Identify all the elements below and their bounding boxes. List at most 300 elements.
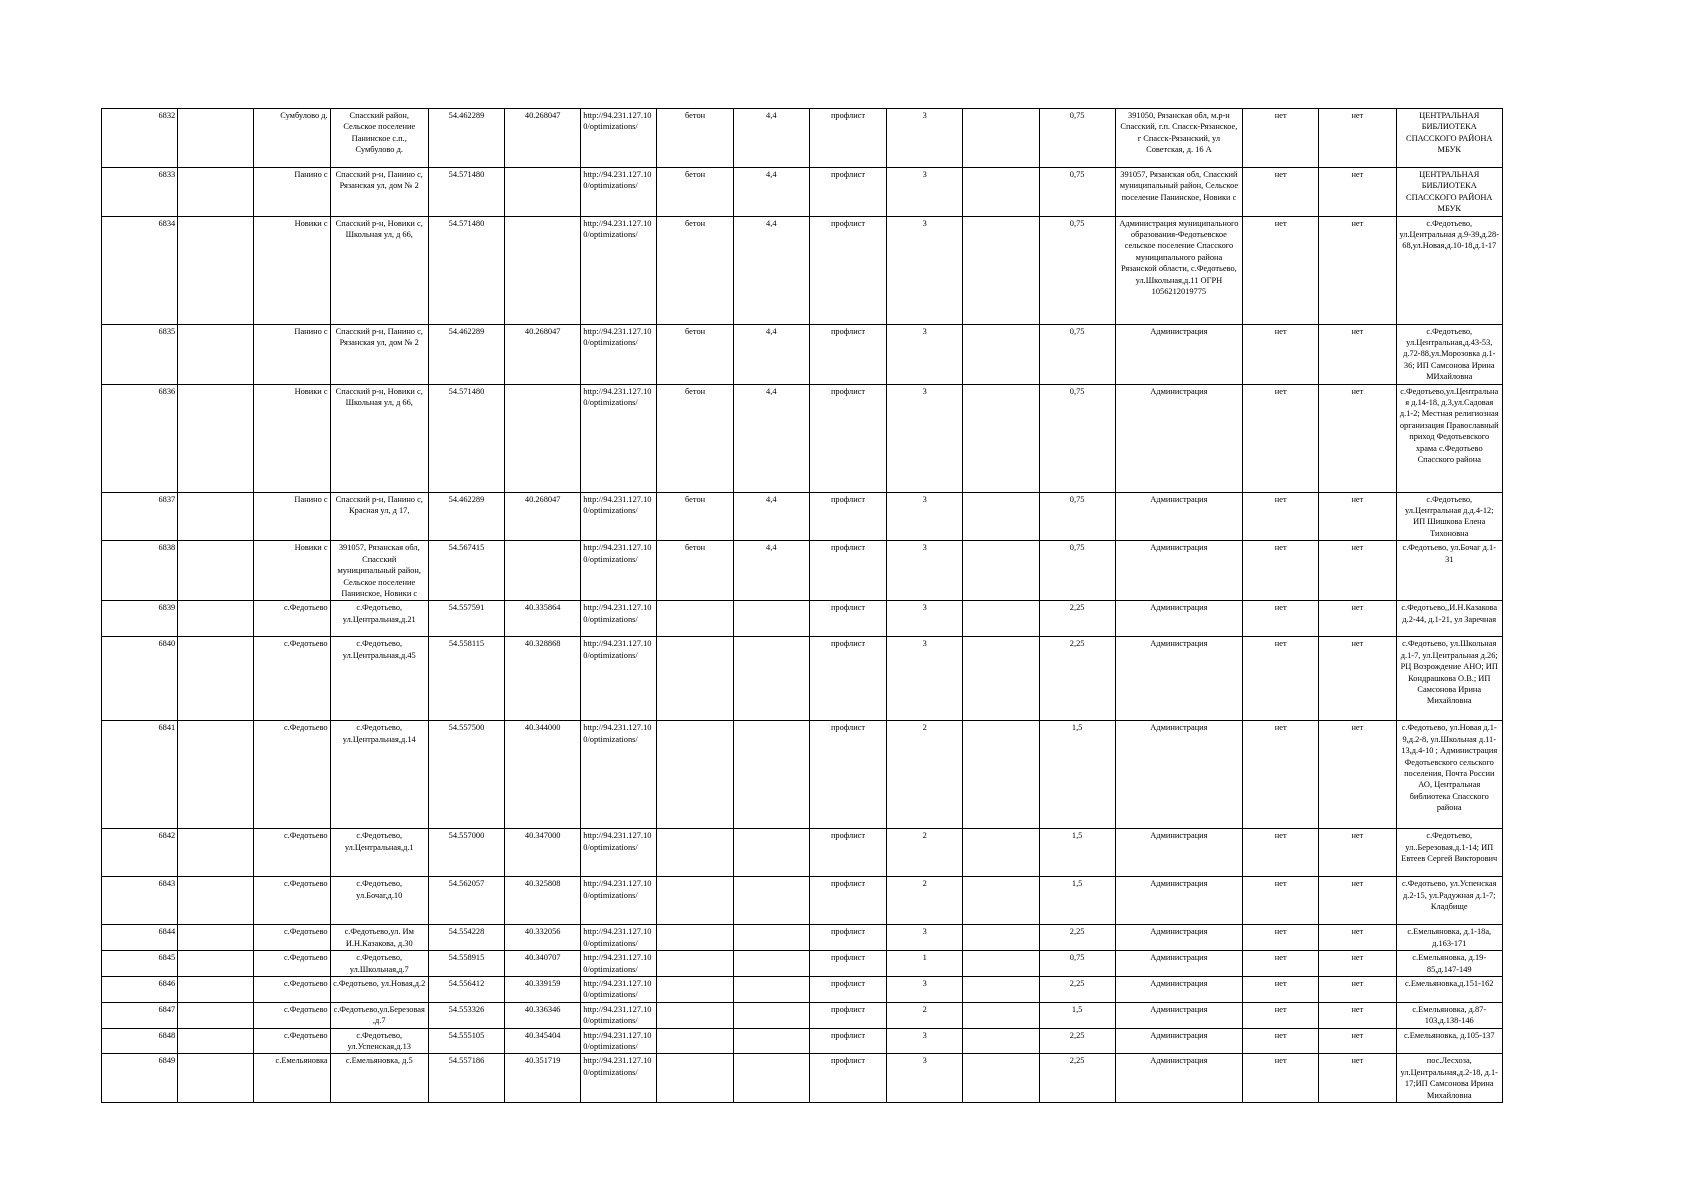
cell-blank [178, 877, 254, 925]
longitude [505, 541, 581, 601]
waste-sources: с.Емельяновка, д.105-137 [1396, 1028, 1503, 1054]
waste-sources: с.Федотьево, ул.Центральная д.9-39,д.28-68,ул.Новая,д.10-18,д.1-17 [1396, 216, 1503, 324]
surface-type [657, 877, 733, 925]
row-id: 6844 [102, 925, 178, 951]
address: с.Федотьево, ул.Центральная,д.21 [330, 601, 428, 637]
container-volume: 1,5 [1039, 829, 1115, 877]
address: Спасский р-н, Панино с, Рязанская ул, дом № 2 [330, 168, 428, 217]
latitude: 54.558915 [428, 951, 504, 977]
row-id: 6841 [102, 721, 178, 829]
row-id: 6849 [102, 1054, 178, 1103]
locality: Новики с [254, 541, 330, 601]
longitude: 40.351719 [505, 1054, 581, 1103]
owner: Администрация [1115, 925, 1242, 951]
container-volume: 1,5 [1039, 877, 1115, 925]
owner: Администрация [1115, 976, 1242, 1002]
waste-sources: с.Федотьево, ул.Школьная д.1-7, ул.Центральная д.26; РЦ Возрождение АНО; ИП Кондрашкова О.В.; ИП Самсонова Ирина Михайловна [1396, 637, 1503, 721]
surface-type: бетон [657, 168, 733, 217]
waste-sources: с.Федотьево, ул.Бочаг д.1-31 [1396, 541, 1503, 601]
container-volume: 1,5 [1039, 721, 1115, 829]
locality: Новики с [254, 216, 330, 324]
longitude [505, 384, 581, 492]
flag-a: нет [1243, 216, 1319, 324]
address: Спасский р-н, Новики с, Школьная ул, д 66, [330, 216, 428, 324]
flag-b: нет [1319, 1054, 1396, 1103]
cell-blank [963, 168, 1039, 217]
flag-b: нет [1319, 951, 1396, 977]
link-url: http://94.231.127.100/optimizations/ [581, 109, 657, 168]
longitude [505, 216, 581, 324]
row-id: 6835 [102, 324, 178, 384]
surface-type: бетон [657, 109, 733, 168]
waste-sources: пос.Лесхоза, ул.Центральная,д.2-18, д.1-17;ИП Самсонова Ирина Михайловна [1396, 1054, 1503, 1103]
address: с.Федотьево, ул.Новая,д.2 [330, 976, 428, 1002]
table-row [102, 721, 1503, 829]
surface-type [657, 1054, 733, 1103]
table-row [102, 109, 1503, 168]
cell-blank [178, 1054, 254, 1103]
locality: Панино с [254, 324, 330, 384]
fence-type: профлист [809, 925, 886, 951]
surface-type: бетон [657, 384, 733, 492]
container-volume: 0,75 [1039, 324, 1115, 384]
table-row [102, 541, 1503, 601]
container-count: 3 [887, 168, 963, 217]
area-value [733, 829, 809, 877]
container-volume: 0,75 [1039, 384, 1115, 492]
fence-type: профлист [809, 384, 886, 492]
surface-type [657, 829, 733, 877]
locality: Панино с [254, 492, 330, 541]
fence-type: профлист [809, 168, 886, 217]
address: с.Емельяновка, д.5 [330, 1054, 428, 1103]
surface-type: бетон [657, 492, 733, 541]
container-count: 3 [887, 384, 963, 492]
link-url: http://94.231.127.100/optimizations/ [581, 637, 657, 721]
surface-type [657, 721, 733, 829]
waste-sources: с.Емельяновка, д.19-85,д.147-149 [1396, 951, 1503, 977]
cell-blank [178, 829, 254, 877]
surface-type [657, 925, 733, 951]
flag-a: нет [1243, 976, 1319, 1002]
locality: Панино с [254, 168, 330, 217]
surface-type [657, 1028, 733, 1054]
address: с.Федотьево, ул.Бочаг,д.10 [330, 877, 428, 925]
row-id: 6832 [102, 109, 178, 168]
latitude: 54.557591 [428, 601, 504, 637]
flag-b: нет [1319, 324, 1396, 384]
flag-a: нет [1243, 601, 1319, 637]
link-url: http://94.231.127.100/optimizations/ [581, 492, 657, 541]
area-value: 4,4 [733, 168, 809, 217]
latitude: 54.567415 [428, 541, 504, 601]
container-volume: 2,25 [1039, 601, 1115, 637]
container-count: 3 [887, 324, 963, 384]
latitude: 54.556412 [428, 976, 504, 1002]
locality: с.Федотьево [254, 976, 330, 1002]
table-row [102, 1028, 1503, 1054]
table-row [102, 1054, 1503, 1103]
locality: с.Федотьево [254, 829, 330, 877]
waste-sources: с.Федотьево,,И.Н.Казакова д.2-44, д.1-21, ул Заречная [1396, 601, 1503, 637]
longitude: 40.332056 [505, 925, 581, 951]
table-row [102, 384, 1503, 492]
link-url: http://94.231.127.100/optimizations/ [581, 877, 657, 925]
flag-a: нет [1243, 1002, 1319, 1028]
cell-blank [178, 1002, 254, 1028]
locality: с.Федотьево [254, 721, 330, 829]
longitude [505, 168, 581, 217]
area-value: 4,4 [733, 492, 809, 541]
cell-blank [963, 492, 1039, 541]
locality: с.Федотьево [254, 601, 330, 637]
latitude: 54.571480 [428, 168, 504, 217]
link-url: http://94.231.127.100/optimizations/ [581, 384, 657, 492]
row-id: 6843 [102, 877, 178, 925]
latitude: 54.571480 [428, 216, 504, 324]
flag-b: нет [1319, 109, 1396, 168]
area-value [733, 601, 809, 637]
longitude: 40.336346 [505, 1002, 581, 1028]
flag-a: нет [1243, 877, 1319, 925]
area-value [733, 877, 809, 925]
cell-blank [963, 877, 1039, 925]
cell-blank [178, 601, 254, 637]
address: Спасский р-н, Панино с, Красная ул, д 17, [330, 492, 428, 541]
cell-blank [963, 384, 1039, 492]
row-id: 6840 [102, 637, 178, 721]
table-row [102, 601, 1503, 637]
locality: Сумбулово д. [254, 109, 330, 168]
fence-type: профлист [809, 1028, 886, 1054]
link-url: http://94.231.127.100/optimizations/ [581, 721, 657, 829]
flag-a: нет [1243, 925, 1319, 951]
waste-sources: с.Емельяновка, д.87-103,д.138-146 [1396, 1002, 1503, 1028]
row-id: 6847 [102, 1002, 178, 1028]
fence-type: профлист [809, 829, 886, 877]
cell-blank [178, 951, 254, 977]
flag-a: нет [1243, 1054, 1319, 1103]
container-volume: 2,25 [1039, 1028, 1115, 1054]
cell-blank [963, 829, 1039, 877]
link-url: http://94.231.127.100/optimizations/ [581, 951, 657, 977]
flag-a: нет [1243, 109, 1319, 168]
area-value [733, 951, 809, 977]
owner: Администрация [1115, 541, 1242, 601]
cell-blank [178, 324, 254, 384]
fence-type: профлист [809, 109, 886, 168]
latitude: 54.554228 [428, 925, 504, 951]
flag-b: нет [1319, 384, 1396, 492]
table-row [102, 168, 1503, 217]
latitude: 54.555105 [428, 1028, 504, 1054]
link-url: http://94.231.127.100/optimizations/ [581, 829, 657, 877]
owner: Администрация [1115, 1054, 1242, 1103]
flag-a: нет [1243, 168, 1319, 217]
link-url: http://94.231.127.100/optimizations/ [581, 1054, 657, 1103]
flag-b: нет [1319, 1028, 1396, 1054]
row-id: 6846 [102, 976, 178, 1002]
table-row [102, 951, 1503, 977]
surface-type: бетон [657, 216, 733, 324]
flag-b: нет [1319, 829, 1396, 877]
address: Спасский р-н, Панино с, Рязанская ул, дом № 2 [330, 324, 428, 384]
locality: Новики с [254, 384, 330, 492]
area-value [733, 925, 809, 951]
container-volume: 0,75 [1039, 951, 1115, 977]
address: Спасский район, Сельское поселение Панинское с.п., Сумбулово д. [330, 109, 428, 168]
area-value: 4,4 [733, 384, 809, 492]
container-volume: 2,25 [1039, 976, 1115, 1002]
cell-blank [178, 109, 254, 168]
waste-sources: с.Федотьево, ул.Новая д.1-9,д.2-8, ул.Школьная д.11-13,д.4-10 ; Администрация Федотьевского сельского поселения, Почта России АО, Центральная библиотека Спасского района [1396, 721, 1503, 829]
container-volume: 0,75 [1039, 109, 1115, 168]
longitude: 40.345404 [505, 1028, 581, 1054]
cell-blank [963, 951, 1039, 977]
cell-blank [963, 1028, 1039, 1054]
area-value: 4,4 [733, 216, 809, 324]
link-url: http://94.231.127.100/optimizations/ [581, 976, 657, 1002]
waste-sources: с.Емельяновка,д.151-162 [1396, 976, 1503, 1002]
cell-blank [178, 1028, 254, 1054]
locality: с.Федотьево [254, 925, 330, 951]
container-volume: 1,5 [1039, 1002, 1115, 1028]
waste-sources: с.Федотьево, ул.Центральная,д.43-53, д.72-88,ул.Морозовка д.1-36; ИП Самсонова Ирина МИхайловна [1396, 324, 1503, 384]
latitude: 54.557500 [428, 721, 504, 829]
owner: Администрация [1115, 877, 1242, 925]
cell-blank [963, 1002, 1039, 1028]
flag-b: нет [1319, 168, 1396, 217]
link-url: http://94.231.127.100/optimizations/ [581, 1002, 657, 1028]
cell-blank [963, 541, 1039, 601]
area-value [733, 1028, 809, 1054]
container-volume: 0,75 [1039, 216, 1115, 324]
flag-a: нет [1243, 324, 1319, 384]
surface-type: бетон [657, 324, 733, 384]
flag-a: нет [1243, 1028, 1319, 1054]
owner: Администрация [1115, 601, 1242, 637]
surface-type [657, 951, 733, 977]
longitude: 40.268047 [505, 324, 581, 384]
cell-blank [178, 168, 254, 217]
row-id: 6834 [102, 216, 178, 324]
longitude: 40.328868 [505, 637, 581, 721]
fence-type: профлист [809, 877, 886, 925]
locality: с.Федотьево [254, 1028, 330, 1054]
container-count: 2 [887, 877, 963, 925]
waste-sources: с.Емельяновка, д.1-18а, д.163-171 [1396, 925, 1503, 951]
link-url: http://94.231.127.100/optimizations/ [581, 925, 657, 951]
cell-blank [178, 925, 254, 951]
owner: Администрация [1115, 384, 1242, 492]
fence-type: профлист [809, 1054, 886, 1103]
longitude: 40.268047 [505, 109, 581, 168]
container-volume: 0,75 [1039, 492, 1115, 541]
latitude: 54.462289 [428, 109, 504, 168]
surface-type [657, 601, 733, 637]
container-count: 3 [887, 492, 963, 541]
container-volume: 2,25 [1039, 925, 1115, 951]
container-count: 3 [887, 1054, 963, 1103]
waste-sources: с.Федотьево, ул.Успенская д.2-15, ул.Радужная д.1-7; Кладбище [1396, 877, 1503, 925]
row-id: 6838 [102, 541, 178, 601]
container-volume: 2,25 [1039, 1054, 1115, 1103]
cell-blank [963, 601, 1039, 637]
address: 391057, Рязанская обл, Спасский муниципальный район, Сельское поселение Панинское, Новики с [330, 541, 428, 601]
table-row [102, 877, 1503, 925]
flag-b: нет [1319, 721, 1396, 829]
flag-a: нет [1243, 721, 1319, 829]
owner: Администрация [1115, 1028, 1242, 1054]
owner: Администрация муниципального образования-Федотьевское сельское поселение Спасского муниципального района Рязанской области, с.Федотьево, ул.Школьная,д.11 ОГРН 1056212019775 [1115, 216, 1242, 324]
latitude: 54.558115 [428, 637, 504, 721]
area-value [733, 1002, 809, 1028]
table-row [102, 216, 1503, 324]
fence-type: профлист [809, 541, 886, 601]
area-value [733, 1054, 809, 1103]
owner: Администрация [1115, 637, 1242, 721]
container-count: 3 [887, 109, 963, 168]
fence-type: профлист [809, 492, 886, 541]
address: с.Федотьево, ул.Школьная,д.7 [330, 951, 428, 977]
longitude: 40.268047 [505, 492, 581, 541]
address: с.Федотьево,ул. Им И.Н.Казакова, д.30 [330, 925, 428, 951]
flag-a: нет [1243, 951, 1319, 977]
row-id: 6842 [102, 829, 178, 877]
flag-a: нет [1243, 492, 1319, 541]
registry-table [101, 108, 1503, 1103]
longitude: 40.344000 [505, 721, 581, 829]
surface-type: бетон [657, 541, 733, 601]
link-url: http://94.231.127.100/optimizations/ [581, 324, 657, 384]
area-value: 4,4 [733, 541, 809, 601]
fence-type: профлист [809, 601, 886, 637]
address: с.Федотьево, ул.Центральная,д.14 [330, 721, 428, 829]
locality: с.Федотьево [254, 637, 330, 721]
link-url: http://94.231.127.100/optimizations/ [581, 1028, 657, 1054]
link-url: http://94.231.127.100/optimizations/ [581, 168, 657, 217]
container-count: 2 [887, 829, 963, 877]
area-value [733, 637, 809, 721]
cell-blank [178, 216, 254, 324]
area-value [733, 976, 809, 1002]
container-count: 2 [887, 1002, 963, 1028]
latitude: 54.462289 [428, 492, 504, 541]
waste-sources: с.Федотьево,ул.Центральная д.14-18, д.3,ул.Садовая д.1-2; Местная религиозная организация Православный приход Федотьевского храма с.Федотьево Спасского района [1396, 384, 1503, 492]
locality: с.Федотьево [254, 1002, 330, 1028]
locality: с.Федотьево [254, 877, 330, 925]
container-volume: 0,75 [1039, 168, 1115, 217]
flag-a: нет [1243, 541, 1319, 601]
owner: Администрация [1115, 951, 1242, 977]
container-count: 3 [887, 976, 963, 1002]
waste-sources: с.Федотьево, ул..Березовая,д.1-14; ИП Евтеев Сергей Викторович [1396, 829, 1503, 877]
latitude: 54.553326 [428, 1002, 504, 1028]
locality: с.Федотьево [254, 951, 330, 977]
table-row [102, 324, 1503, 384]
container-volume: 2,25 [1039, 637, 1115, 721]
longitude: 40.340707 [505, 951, 581, 977]
area-value: 4,4 [733, 324, 809, 384]
flag-b: нет [1319, 976, 1396, 1002]
cell-blank [178, 637, 254, 721]
cell-blank [963, 1054, 1039, 1103]
cell-blank [963, 976, 1039, 1002]
cell-blank [963, 216, 1039, 324]
owner: Администрация [1115, 721, 1242, 829]
latitude: 54.562057 [428, 877, 504, 925]
container-count: 1 [887, 951, 963, 977]
surface-type [657, 637, 733, 721]
flag-a: нет [1243, 384, 1319, 492]
waste-sources: с.Федотьево, ул.Центральная д.д.4-12; ИП Шишкова Елена Тихоновна [1396, 492, 1503, 541]
container-count: 3 [887, 925, 963, 951]
cell-blank [963, 637, 1039, 721]
row-id: 6845 [102, 951, 178, 977]
fence-type: профлист [809, 976, 886, 1002]
container-volume: 0,75 [1039, 541, 1115, 601]
fence-type: профлист [809, 637, 886, 721]
container-count: 3 [887, 601, 963, 637]
container-count: 3 [887, 216, 963, 324]
cell-blank [963, 324, 1039, 384]
link-url: http://94.231.127.100/optimizations/ [581, 216, 657, 324]
address: с.Федотьево, ул.Центральная,д.45 [330, 637, 428, 721]
surface-type [657, 1002, 733, 1028]
row-id: 6833 [102, 168, 178, 217]
flag-b: нет [1319, 877, 1396, 925]
table-row [102, 637, 1503, 721]
surface-type [657, 976, 733, 1002]
latitude: 54.557186 [428, 1054, 504, 1103]
flag-b: нет [1319, 541, 1396, 601]
container-count: 3 [887, 1028, 963, 1054]
cell-blank [178, 492, 254, 541]
waste-sources: ЦЕНТРАЛЬНАЯ БИБЛИОТЕКА СПАССКОГО РАЙОНА МБУК [1396, 109, 1503, 168]
owner: Администрация [1115, 829, 1242, 877]
table-row [102, 829, 1503, 877]
cell-blank [178, 721, 254, 829]
waste-sources: ЦЕНТРАЛЬНАЯ БИБЛИОТЕКА СПАССКОГО РАЙОНА МБУК [1396, 168, 1503, 217]
flag-b: нет [1319, 925, 1396, 951]
owner: Администрация [1115, 492, 1242, 541]
link-url: http://94.231.127.100/optimizations/ [581, 541, 657, 601]
address: Спасский р-н, Новики с, Школьная ул, д 66, [330, 384, 428, 492]
fence-type: профлист [809, 1002, 886, 1028]
owner: 391057, Рязанская обл, Спасский муниципальный район, Сельское поселение Панинское, Новики с [1115, 168, 1242, 217]
flag-a: нет [1243, 637, 1319, 721]
area-value [733, 721, 809, 829]
latitude: 54.571480 [428, 384, 504, 492]
cell-blank [963, 721, 1039, 829]
latitude: 54.557000 [428, 829, 504, 877]
table-row [102, 925, 1503, 951]
flag-b: нет [1319, 1002, 1396, 1028]
latitude: 54.462289 [428, 324, 504, 384]
row-id: 6837 [102, 492, 178, 541]
owner: 391050, Рязанская обл, м.р-н Спасский, г.п. Спасск-Рязанское, г Спасск-Рязанский, ул Советская, д. 16 А [1115, 109, 1242, 168]
table-row [102, 976, 1503, 1002]
owner: Администрация [1115, 1002, 1242, 1028]
longitude: 40.335864 [505, 601, 581, 637]
cell-blank [178, 976, 254, 1002]
container-count: 2 [887, 721, 963, 829]
address: с.Федотьево, ул.Центральная,д.1 [330, 829, 428, 877]
longitude: 40.339159 [505, 976, 581, 1002]
locality: с.Емельяновка [254, 1054, 330, 1103]
fence-type: профлист [809, 721, 886, 829]
fence-type: профлист [809, 951, 886, 977]
